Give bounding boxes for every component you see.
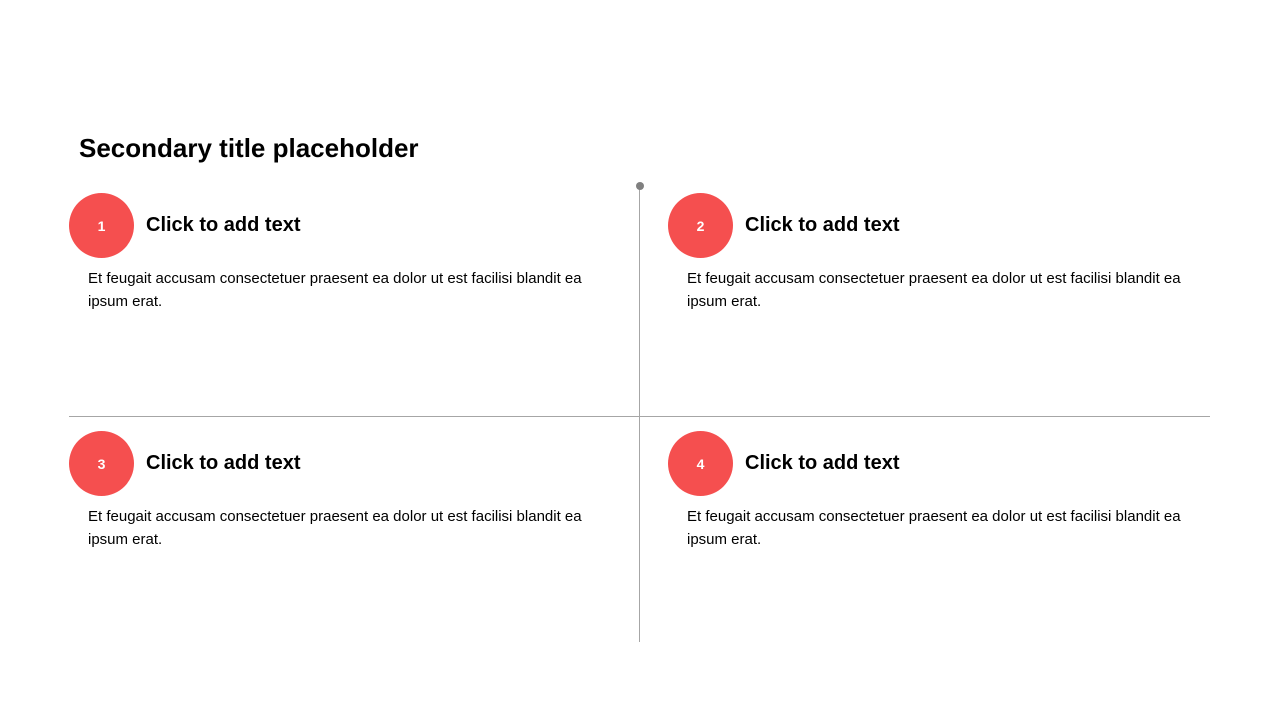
quadrant-3-body[interactable]: Et feugait accusam consectetuer praesent ea dolor ut est facilisi blandit ea ipsum erat.: [88, 508, 582, 548]
quadrant-4: [668, 431, 1208, 571]
quadrant-2: [668, 193, 1208, 333]
horizontal-divider: [69, 416, 1210, 417]
quadrant-2-body[interactable]: Et feugait accusam consectetuer praesent ea dolor ut est facilisi blandit ea ipsum erat.: [687, 270, 1181, 310]
slide-title[interactable]: Secondary title placeholder: [79, 133, 419, 163]
number-badge-1: 1: [69, 193, 134, 258]
quadrant-1-body[interactable]: Et feugait accusam consectetuer praesent ea dolor ut est facilisi blandit ea ipsum erat.: [88, 270, 582, 310]
quadrant-2-heading[interactable]: Click to add text: [745, 214, 900, 236]
quadrant-1: [69, 193, 609, 333]
quadrant-4-body[interactable]: Et feugait accusam consectetuer praesent ea dolor ut est facilisi blandit ea ipsum erat.: [687, 508, 1181, 548]
divider-dot: [636, 182, 644, 190]
number-badge-4: 4: [668, 431, 733, 496]
quadrant-3-heading[interactable]: Click to add text: [146, 452, 301, 474]
quadrant-1-heading[interactable]: Click to add text: [146, 214, 301, 236]
quadrant-3: [69, 431, 609, 571]
vertical-divider: [639, 186, 640, 642]
number-badge-2: 2: [668, 193, 733, 258]
number-badge-3: 3: [69, 431, 134, 496]
quadrant-4-heading[interactable]: Click to add text: [745, 452, 900, 474]
